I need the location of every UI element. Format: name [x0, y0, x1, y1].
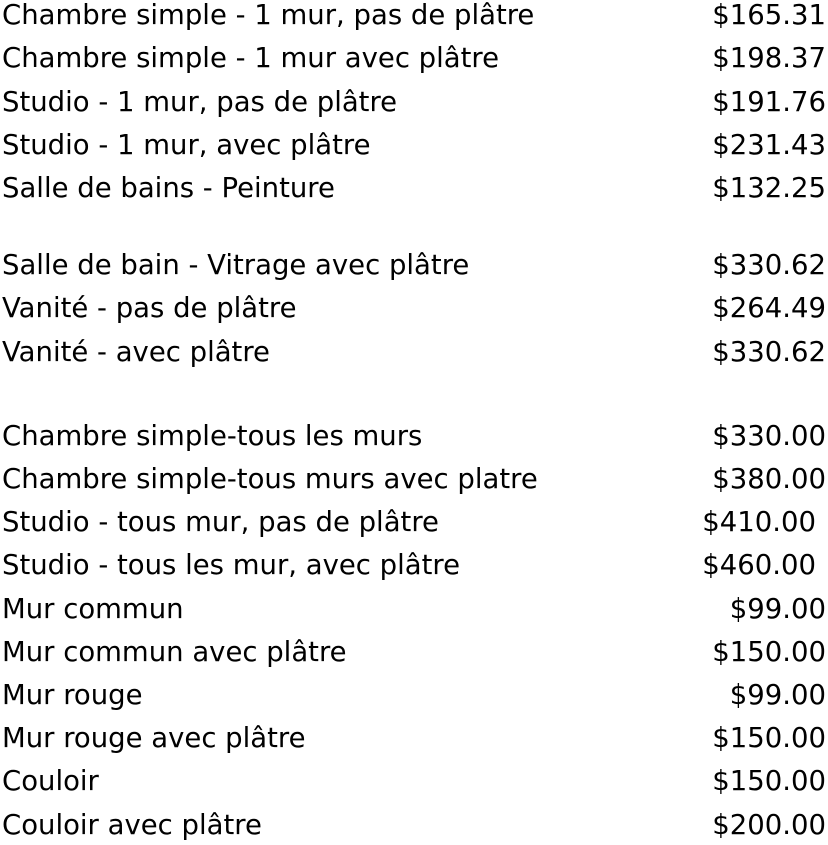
item-price: $231.43	[712, 129, 826, 161]
item-price: $330.62	[712, 336, 826, 368]
item-name: Vanité - avec plâtre	[2, 336, 270, 368]
price-row	[2, 168, 826, 208]
item-name: Chambre simple - 1 mur, pas de plâtre	[2, 0, 535, 31]
item-name: Mur commun avec plâtre	[2, 636, 347, 668]
item-price: $132.25	[712, 172, 826, 204]
price-row	[2, 416, 826, 456]
item-price: $380.00	[712, 463, 826, 495]
price-row	[2, 332, 826, 372]
price-row	[2, 0, 826, 35]
item-name: Mur commun	[2, 593, 184, 625]
item-name: Chambre simple-tous les murs	[2, 420, 423, 452]
item-price: $99.00	[729, 679, 826, 711]
price-row	[2, 632, 826, 672]
item-name: Vanité - pas de plâtre	[2, 292, 297, 324]
price-row	[2, 589, 826, 629]
price-row	[2, 675, 826, 715]
item-name: Studio - tous mur, pas de plâtre	[2, 506, 439, 538]
item-price: $99.00	[729, 593, 826, 625]
item-price: $200.00	[712, 809, 826, 841]
price-row	[2, 245, 826, 285]
item-price: $165.31	[712, 0, 826, 31]
item-price: $198.37	[712, 42, 826, 74]
price-row	[2, 805, 826, 845]
item-name: Salle de bain - Vitrage avec plâtre	[2, 249, 470, 281]
item-price: $410.00	[702, 506, 816, 538]
item-price: $191.76	[712, 86, 826, 118]
item-price: $150.00	[712, 722, 826, 754]
price-row	[2, 545, 826, 585]
item-name: Studio - 1 mur, avec plâtre	[2, 129, 371, 161]
price-row	[2, 125, 826, 165]
item-price: $460.00	[702, 549, 816, 581]
item-price: $150.00	[712, 765, 826, 797]
item-name: Couloir avec plâtre	[2, 809, 262, 841]
item-name: Studio - 1 mur, pas de plâtre	[2, 86, 398, 118]
item-price: $150.00	[712, 636, 826, 668]
price-row	[2, 502, 826, 542]
item-price: $330.00	[712, 420, 826, 452]
item-name: Couloir	[2, 765, 99, 797]
price-row	[2, 38, 826, 78]
price-row	[2, 82, 826, 122]
item-price: $330.62	[712, 249, 826, 281]
item-name: Studio - tous les mur, avec plâtre	[2, 549, 460, 581]
item-name: Mur rouge	[2, 679, 143, 711]
item-name: Mur rouge avec plâtre	[2, 722, 306, 754]
item-name: Chambre simple - 1 mur avec plâtre	[2, 42, 500, 74]
price-row	[2, 761, 826, 801]
item-name: Chambre simple-tous murs avec platre	[2, 463, 538, 495]
item-price: $264.49	[712, 292, 826, 324]
item-name: Salle de bains - Peinture	[2, 172, 335, 204]
price-row	[2, 288, 826, 328]
price-row	[2, 459, 826, 499]
price-row	[2, 718, 826, 758]
